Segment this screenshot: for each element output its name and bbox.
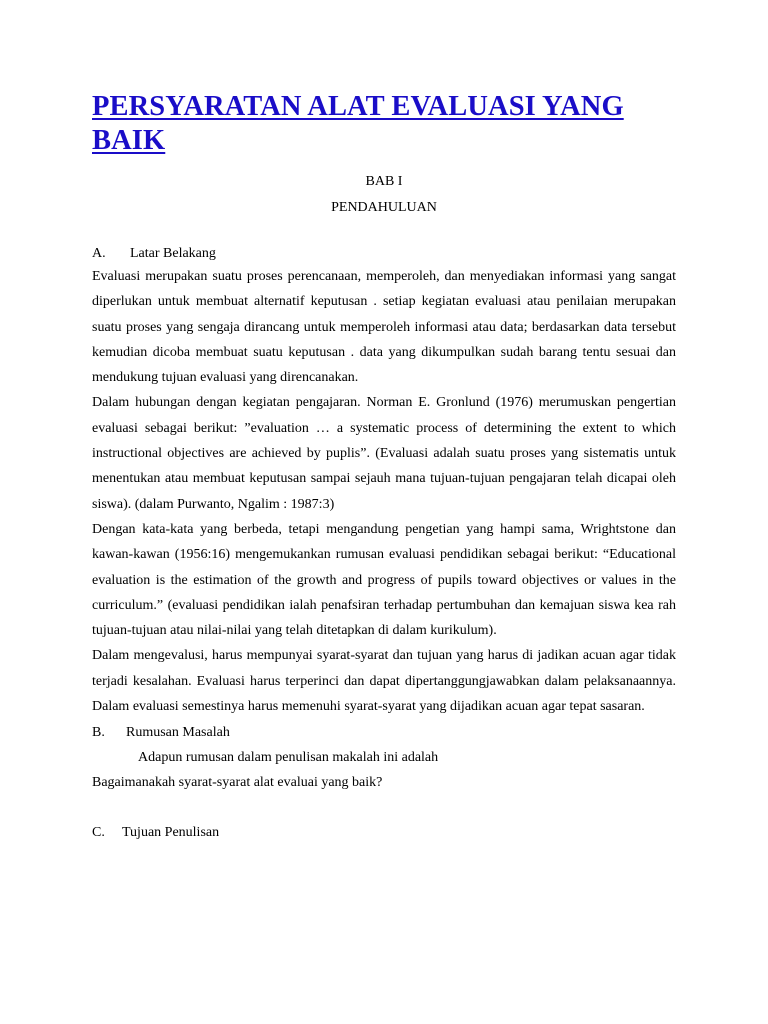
chapter-title: PENDAHULUAN bbox=[331, 200, 437, 215]
section-b-question: Bagaimanakah syarat-syarat alat evaluai yang baik? bbox=[92, 775, 383, 791]
section-a-title: Latar Belakang bbox=[130, 246, 216, 261]
document-page bbox=[92, 90, 676, 841]
paragraph-gronlund: Dalam hubungan dengan kegiatan pengajaran. Norman E. Gronlund (1976) merumuskan pengertian evaluasi sebagai berikut: ”evaluation … a systematic process of determining the extent to which instructional objectives are achieved by puplis”. (Evaluasi adalah suatu proses yang sistematis untuk menentukan atau membuat keputusan sampai sejauh mana tujuan-tujuan pengajaran telah dicapai oleh siswa). (dalam Purwanto, Ngalim : 1987:3) bbox=[92, 395, 676, 512]
chapter-number: BAB I bbox=[365, 174, 403, 189]
section-c-title: Tujuan Penulisan bbox=[122, 825, 220, 841]
section-a-letter: A. bbox=[92, 246, 106, 261]
section-b-letter: B. bbox=[92, 725, 105, 741]
section-a-heading bbox=[92, 246, 676, 262]
section-b-intro: Adapun rumusan dalam penulisan makalah ini adalah bbox=[138, 750, 439, 766]
paragraph-definition: Evaluasi merupakan suatu proses perencanaan, memperoleh, dan menyediakan informasi yang sangat diperlukan untuk membuat alternatif keputusan . setiap kegiatan evaluasi atau penilaian merupakan suatu proses yang sengaja dirancang untuk memperoleh informasi atau data; berdasarkan data tersebut kemudian dicoba membuat suatu keputusan . data yang dikumpulkan sudah barang tentu sesuai dan mendukung tujuan evaluasi yang direncanakan. bbox=[92, 269, 676, 386]
paragraph-wrightstone: Dengan kata-kata yang berbeda, tetapi mengandung pengetian yang hampi sama, Wrightstone dan kawan-kawan (1956:16) mengemukankan rumusan evaluasi pendidikan sebagai berikut: “Educational evaluation is the estimation of the growth and progress of pupils toward objectives or values in the curriculum.” (evaluasi pendidikan ialah penafsiran terhadap pertumbuhan dan kemajuan siswa kea rah tujuan-tujuan atau nilai-nilai yang telah ditetapkan di dalam kurikulum). bbox=[92, 521, 676, 639]
document-title[interactable]: PERSYARATAN ALAT EVALUASI YANG BAIK bbox=[92, 91, 624, 156]
section-b-heading bbox=[92, 725, 676, 741]
section-b-title: Rumusan Masalah bbox=[126, 725, 230, 741]
section-c-heading bbox=[92, 825, 676, 841]
section-c-letter: C. bbox=[92, 825, 105, 841]
paragraph-requirements: Dalam mengevalusi, harus mempunyai syarat-syarat dan tujuan yang harus di jadikan acuan agar tidak terjadi kesalahan. Evaluasi harus terperinci dan dapat dipertanggungjawabkan dalam pelaksanaannya. Dalam evaluasi semestinya harus memenuhi syarat-syarat yang dijadikan acuan agar tepat sasaran. bbox=[92, 648, 676, 715]
